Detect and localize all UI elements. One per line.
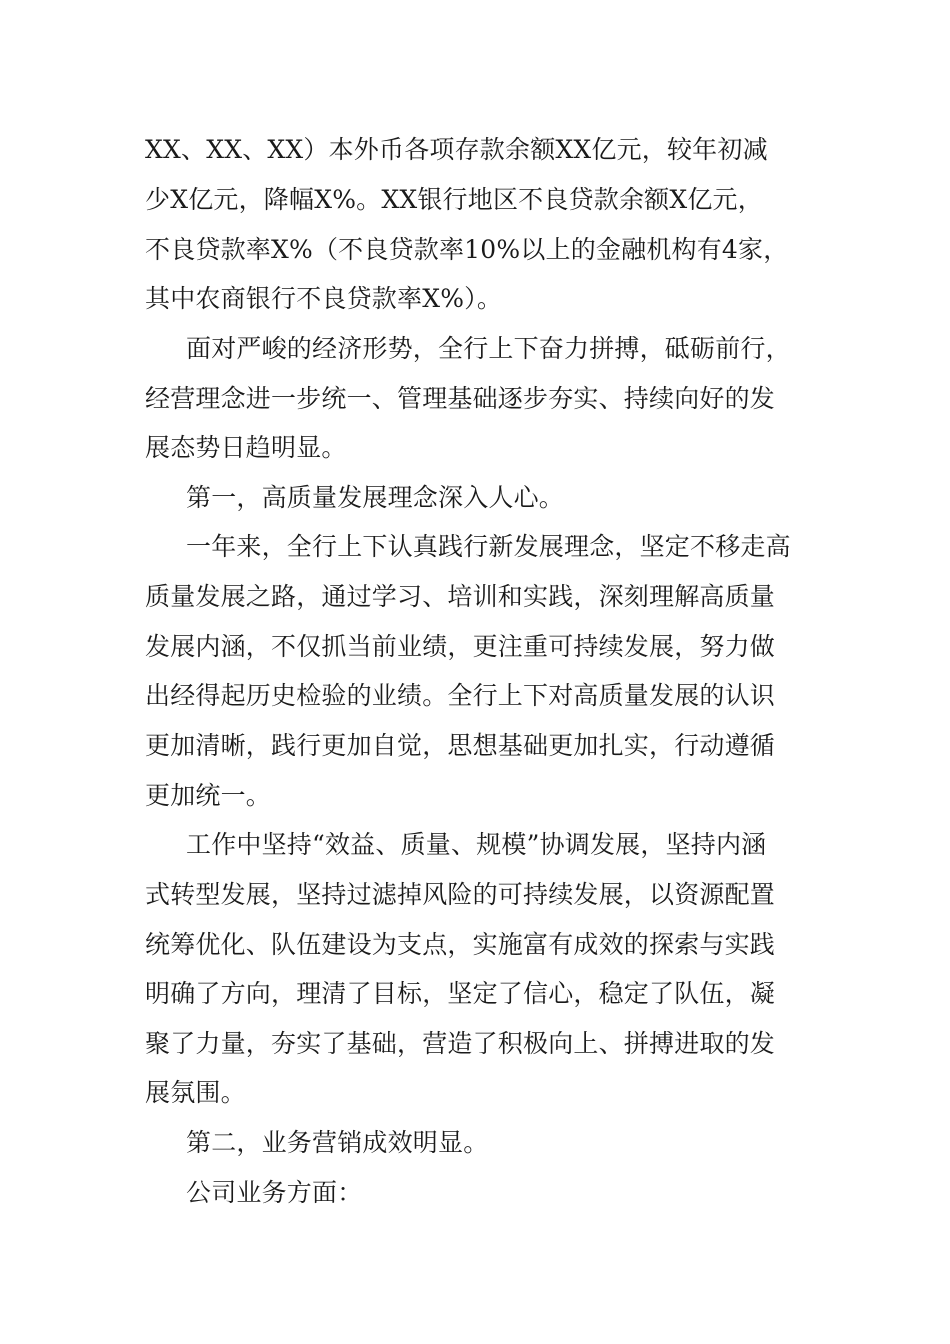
text-line: 出经得起历史检验的业绩。全行上下对高质量发展的认识	[145, 681, 776, 710]
text-line: 聚了力量，夯实了基础，营造了积极向上、拼搏进取的发	[145, 1029, 776, 1058]
text-line: 经营理念进一步统一、管理基础逐步夯实、持续向好的发	[145, 384, 776, 413]
section-heading: 第二，业务营销成效明显。	[186, 1128, 489, 1157]
text-line: 少X亿元，降幅X%。XX银行地区不良贷款余额X亿元，	[145, 185, 763, 214]
text-line: 不良贷款率X%（不良贷款率10%以上的金融机构有4家，	[145, 235, 789, 264]
text-line: 展态势日趋明显。	[145, 433, 347, 462]
section-heading: 第一，高质量发展理念深入人心。	[186, 483, 565, 512]
text-line: 更加清晰，践行更加自觉，思想基础更加扎实，行动遵循	[145, 731, 776, 760]
paragraph-first-line: 一年来，全行上下认真践行新发展理念，坚定不移走高	[186, 532, 791, 561]
text-line: 其中农商银行不良贷款率X%）。	[145, 284, 503, 313]
text-line: 发展内涵，不仅抓当前业绩，更注重可持续发展，努力做	[145, 632, 776, 661]
text-line: 更加统一。	[145, 781, 272, 810]
paragraph-first-line: 工作中坚持“效益、质量、规模”协调发展，坚持内涵	[186, 830, 767, 859]
text-line: 展氛围。	[145, 1078, 246, 1107]
subsection-heading: 公司业务方面：	[186, 1178, 363, 1207]
paragraph-first-line: 面对严峻的经济形势，全行上下奋力拼搏，砥砺前行，	[186, 334, 791, 363]
text-line: 统筹优化、队伍建设为支点，实施富有成效的探索与实践	[145, 930, 776, 959]
text-line: 明确了方向，理清了目标，坚定了信心，稳定了队伍，凝	[145, 979, 776, 1008]
text-line: XX、XX、XX）本外币各项存款余额XX亿元，较年初减	[145, 135, 768, 164]
text-line: 式转型发展，坚持过滤掉风险的可持续发展，以资源配置	[145, 880, 776, 909]
text-line: 质量发展之路，通过学习、培训和实践，深刻理解高质量	[145, 582, 776, 611]
